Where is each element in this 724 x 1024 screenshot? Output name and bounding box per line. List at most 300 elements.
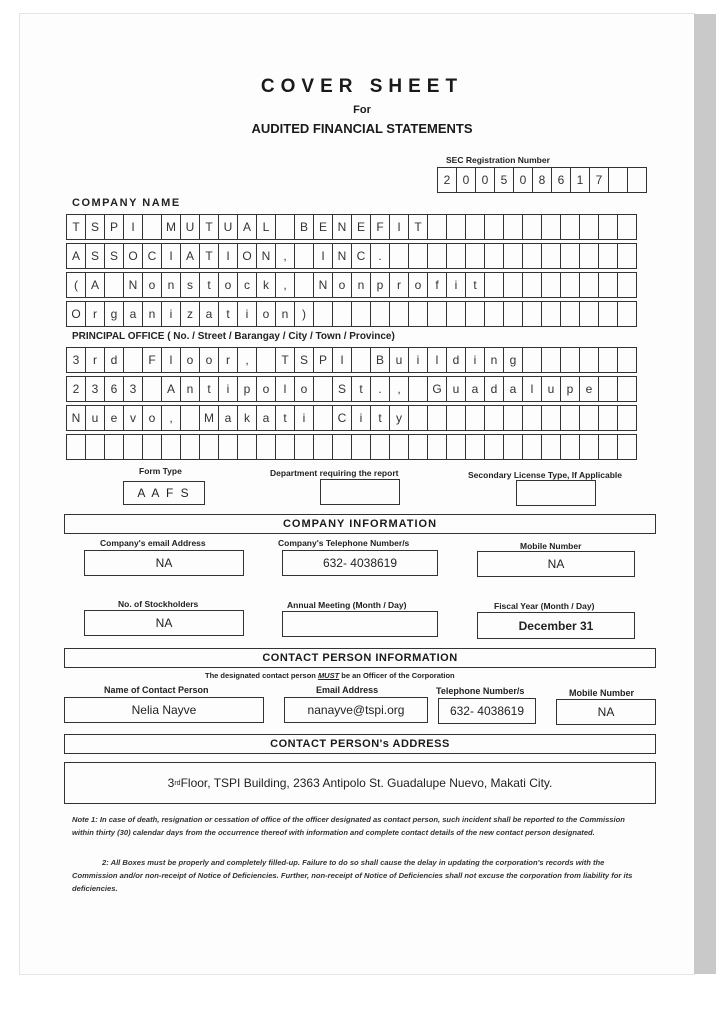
company-name-cell[interactable] <box>351 301 371 327</box>
principal-office-cell[interactable]: N <box>66 405 86 431</box>
address-floor-suffix: rd <box>174 779 181 787</box>
sec-digit-cell[interactable]: 8 <box>532 167 552 193</box>
principal-office-cell[interactable] <box>408 434 428 460</box>
principal-office-cell[interactable] <box>256 347 276 373</box>
company-name-row <box>66 214 636 240</box>
company-name-cell[interactable]: r <box>389 272 409 298</box>
company-name-cell[interactable]: I <box>123 214 143 240</box>
fiscal-year-label: Fiscal Year (Month / Day) <box>494 601 595 611</box>
company-name-cell[interactable]: i <box>446 272 466 298</box>
company-name-cell[interactable]: U <box>180 214 200 240</box>
company-name-cell[interactable]: I <box>313 243 333 269</box>
principal-office-cell[interactable]: 3 <box>123 376 143 402</box>
company-name-cell[interactable] <box>560 214 580 240</box>
sec-digit-cell[interactable]: 6 <box>551 167 571 193</box>
principal-office-cell[interactable] <box>446 405 466 431</box>
fiscal-year-field[interactable]: December 31 <box>477 612 635 639</box>
company-name-cell[interactable]: N <box>123 272 143 298</box>
principal-office-cell[interactable]: p <box>237 376 257 402</box>
department-label: Department requiring the report <box>270 468 399 478</box>
company-name-cell[interactable]: p <box>370 272 390 298</box>
company-name-cell[interactable]: N <box>332 243 352 269</box>
principal-office-cell[interactable]: a <box>503 376 523 402</box>
company-name-cell[interactable] <box>446 243 466 269</box>
principal-office-row <box>66 347 636 373</box>
company-name-cell[interactable]: i <box>237 301 257 327</box>
sec-digit-cell[interactable] <box>608 167 628 193</box>
company-name-cell[interactable] <box>617 272 637 298</box>
company-name-cell[interactable]: n <box>161 272 181 298</box>
principal-office-cell[interactable]: I <box>332 347 352 373</box>
sec-digit-cell[interactable]: 5 <box>494 167 514 193</box>
company-name-cell[interactable]: A <box>66 243 86 269</box>
company-name-cell[interactable]: F <box>370 214 390 240</box>
principal-office-cell[interactable] <box>389 434 409 460</box>
principal-office-cell[interactable]: r <box>85 347 105 373</box>
contact-email-label: Email Address <box>316 685 379 695</box>
company-name-cell[interactable] <box>427 214 447 240</box>
principal-office-cell[interactable] <box>218 434 238 460</box>
company-name-cell[interactable]: S <box>85 243 105 269</box>
company-name-cell[interactable] <box>408 243 428 269</box>
principal-office-cell[interactable] <box>427 434 447 460</box>
company-name-cell[interactable] <box>579 272 599 298</box>
company-name-cell[interactable]: N <box>313 272 333 298</box>
principal-office-cell[interactable]: 3 <box>85 376 105 402</box>
principal-office-cell[interactable] <box>598 347 618 373</box>
contact-mobile-field[interactable]: NA <box>556 699 656 725</box>
principal-office-cell[interactable] <box>104 434 124 460</box>
company-name-cell[interactable]: i <box>161 301 181 327</box>
company-name-cell[interactable]: n <box>351 272 371 298</box>
annual-meeting-field[interactable] <box>282 611 438 637</box>
principal-office-cell[interactable]: i <box>465 347 485 373</box>
stockholders-field[interactable]: NA <box>84 610 244 636</box>
contact-name-field[interactable]: Nelia Nayve <box>64 697 264 723</box>
principal-office-cell[interactable] <box>161 434 181 460</box>
sec-digit-cell[interactable]: 0 <box>475 167 495 193</box>
principal-office-cell[interactable]: e <box>104 405 124 431</box>
company-name-cell[interactable]: f <box>427 272 447 298</box>
principal-office-cell[interactable]: 6 <box>104 376 124 402</box>
company-name-cell[interactable] <box>522 243 542 269</box>
company-name-cell[interactable] <box>541 243 561 269</box>
company-name-cell[interactable] <box>389 243 409 269</box>
company-name-cell[interactable]: I <box>161 243 181 269</box>
company-name-cell[interactable] <box>484 272 504 298</box>
secondary-license-field[interactable] <box>516 480 596 506</box>
stockholders-label: No. of Stockholders <box>118 599 199 609</box>
company-name-cell[interactable]: T <box>199 214 219 240</box>
company-name-cell[interactable]: o <box>256 301 276 327</box>
principal-office-cell[interactable] <box>142 434 162 460</box>
company-name-cell[interactable]: T <box>66 214 86 240</box>
company-name-cell[interactable] <box>142 214 162 240</box>
company-name-cell[interactable] <box>598 243 618 269</box>
principal-office-cell[interactable]: M <box>199 405 219 431</box>
company-name-cell[interactable]: N <box>256 243 276 269</box>
company-name-cell[interactable]: M <box>161 214 181 240</box>
principal-office-cell[interactable] <box>370 434 390 460</box>
company-name-cell[interactable]: N <box>332 214 352 240</box>
principal-office-cell[interactable]: i <box>351 405 371 431</box>
company-name-cell[interactable]: s <box>180 272 200 298</box>
principal-office-cell[interactable]: e <box>579 376 599 402</box>
principal-office-cell[interactable]: p <box>560 376 580 402</box>
company-name-cell[interactable]: g <box>104 301 124 327</box>
company-name-cell[interactable] <box>389 301 409 327</box>
principal-office-cell[interactable]: i <box>294 405 314 431</box>
company-name-label: COMPANY NAME <box>72 197 181 209</box>
principal-office-cell[interactable]: . <box>370 376 390 402</box>
company-name-cell[interactable] <box>427 301 447 327</box>
principal-office-cell[interactable] <box>598 405 618 431</box>
company-phone-label: Company's Telephone Number/s <box>278 538 410 548</box>
principal-office-cell[interactable]: l <box>522 376 542 402</box>
company-name-cell[interactable]: t <box>199 272 219 298</box>
principal-office-cell[interactable]: , <box>161 405 181 431</box>
company-name-cell[interactable] <box>617 301 637 327</box>
company-name-cell[interactable]: a <box>199 301 219 327</box>
principal-office-cell[interactable]: d <box>484 376 504 402</box>
principal-office-cell[interactable] <box>598 376 618 402</box>
sec-digit-cell[interactable]: 0 <box>513 167 533 193</box>
company-name-cell[interactable] <box>446 301 466 327</box>
company-name-cell[interactable] <box>598 272 618 298</box>
form-type-field[interactable]: A A F S <box>123 481 205 505</box>
principal-office-cell[interactable] <box>503 405 523 431</box>
principal-office-cell[interactable] <box>66 434 86 460</box>
principal-office-cell[interactable] <box>522 434 542 460</box>
principal-office-cell[interactable] <box>560 405 580 431</box>
principal-office-cell[interactable]: t <box>199 376 219 402</box>
company-phone-field[interactable]: 632- 4038619 <box>282 550 438 576</box>
contact-mobile-label: Mobile Number <box>569 688 635 698</box>
sec-digit-cell[interactable]: 2 <box>437 167 457 193</box>
sec-registration-label: SEC Registration Number <box>446 155 550 165</box>
company-name-cell[interactable]: , <box>275 272 295 298</box>
principal-office-cell[interactable] <box>180 434 200 460</box>
principal-office-cell[interactable]: v <box>123 405 143 431</box>
company-name-cell[interactable]: U <box>218 214 238 240</box>
principal-office-cell[interactable] <box>617 405 637 431</box>
company-name-cell[interactable] <box>484 301 504 327</box>
cover-sheet-title: COVER SHEET <box>260 76 464 97</box>
principal-office-cell[interactable]: a <box>256 405 276 431</box>
company-name-cell[interactable] <box>617 214 637 240</box>
company-name-cell[interactable]: I <box>389 214 409 240</box>
principal-office-cell[interactable]: k <box>237 405 257 431</box>
principal-office-cell[interactable] <box>332 434 352 460</box>
principal-office-cell[interactable]: C <box>332 405 352 431</box>
company-name-cell[interactable]: O <box>123 243 143 269</box>
principal-office-cell[interactable] <box>465 434 485 460</box>
company-name-cell[interactable] <box>446 214 466 240</box>
company-information-banner: COMPANY INFORMATION <box>64 514 656 534</box>
company-name-cell[interactable]: A <box>180 243 200 269</box>
company-name-cell[interactable]: A <box>85 272 105 298</box>
principal-office-cell[interactable]: o <box>180 347 200 373</box>
company-name-cell[interactable] <box>465 243 485 269</box>
sec-digit-cell[interactable]: 1 <box>570 167 590 193</box>
company-name-cell[interactable] <box>503 243 523 269</box>
principal-office-cell[interactable] <box>408 405 428 431</box>
principal-office-cell[interactable]: S <box>332 376 352 402</box>
company-name-cell[interactable] <box>579 301 599 327</box>
principal-office-label: PRINCIPAL OFFICE ( No. / Street / Barangay / City / Town / Province) <box>72 331 395 342</box>
company-name-cell[interactable] <box>617 243 637 269</box>
principal-office-cell[interactable]: , <box>237 347 257 373</box>
company-name-cell[interactable]: a <box>123 301 143 327</box>
company-name-cell[interactable] <box>522 301 542 327</box>
principal-office-cell[interactable] <box>199 434 219 460</box>
company-name-cell[interactable] <box>408 301 428 327</box>
principal-office-cell[interactable]: y <box>389 405 409 431</box>
company-name-cell[interactable] <box>484 214 504 240</box>
principal-office-cell[interactable] <box>541 347 561 373</box>
sec-digit-cell[interactable]: 7 <box>589 167 609 193</box>
secondary-license-label: Secondary License Type, If Applicable <box>468 470 622 480</box>
company-name-row <box>66 272 636 298</box>
company-name-cell[interactable]: E <box>313 214 333 240</box>
principal-office-row <box>66 376 636 402</box>
company-name-cell[interactable]: T <box>199 243 219 269</box>
principal-office-cell[interactable] <box>427 405 447 431</box>
company-email-field[interactable]: NA <box>84 550 244 576</box>
company-name-cell[interactable] <box>465 301 485 327</box>
principal-office-cell[interactable]: l <box>427 347 447 373</box>
company-name-cell[interactable] <box>104 272 124 298</box>
principal-office-cell[interactable] <box>142 376 162 402</box>
company-name-cell[interactable] <box>332 301 352 327</box>
principal-office-cell[interactable]: F <box>142 347 162 373</box>
principal-office-cell[interactable] <box>256 434 276 460</box>
company-name-cell[interactable]: ) <box>294 301 314 327</box>
company-name-cell[interactable]: O <box>237 243 257 269</box>
company-name-cell[interactable]: o <box>332 272 352 298</box>
principal-office-cell[interactable] <box>85 434 105 460</box>
principal-office-cell[interactable] <box>408 376 428 402</box>
company-name-cell[interactable]: . <box>370 243 390 269</box>
company-name-cell[interactable] <box>522 272 542 298</box>
principal-office-cell[interactable]: t <box>370 405 390 431</box>
principal-office-cell[interactable]: t <box>275 405 295 431</box>
principal-office-cell[interactable]: o <box>256 376 276 402</box>
company-mobile-field[interactable]: NA <box>477 551 635 577</box>
company-name-cell[interactable] <box>541 214 561 240</box>
company-name-cell[interactable]: C <box>351 243 371 269</box>
sec-digit-cell[interactable] <box>627 167 647 193</box>
company-name-cell[interactable]: O <box>66 301 86 327</box>
company-name-cell[interactable]: o <box>142 272 162 298</box>
company-name-cell[interactable]: t <box>218 301 238 327</box>
principal-office-cell[interactable] <box>446 434 466 460</box>
principal-office-cell[interactable]: G <box>427 376 447 402</box>
principal-office-cell[interactable]: A <box>161 376 181 402</box>
department-field[interactable] <box>320 479 400 505</box>
principal-office-cell[interactable] <box>484 405 504 431</box>
contact-phone-label: Telephone Number/s <box>436 686 525 696</box>
principal-office-cell[interactable] <box>541 434 561 460</box>
principal-office-cell[interactable]: d <box>104 347 124 373</box>
company-name-cell[interactable] <box>579 214 599 240</box>
company-name-cell[interactable] <box>294 243 314 269</box>
company-name-cell[interactable] <box>484 243 504 269</box>
principal-office-cell[interactable]: u <box>389 347 409 373</box>
company-name-row <box>66 243 636 269</box>
contact-name-label: Name of Contact Person <box>104 685 209 695</box>
contact-person-note: The designated contact person MUST be an Officer of the Corporation <box>205 671 455 680</box>
contact-person-banner: CONTACT PERSON INFORMATION <box>64 648 656 668</box>
company-name-cell[interactable]: L <box>256 214 276 240</box>
company-name-cell[interactable] <box>370 301 390 327</box>
principal-office-cell[interactable]: o <box>199 347 219 373</box>
company-name-cell[interactable]: B <box>294 214 314 240</box>
company-name-cell[interactable] <box>522 214 542 240</box>
company-name-cell[interactable] <box>579 243 599 269</box>
note-1: Note 1: In case of death, resignation or cessation of office of the officer designated as contact person, such incident shall be reported to the Commission within thirty (30) calendar days from the occurrence thereof with information and complete contact details of the new contact person designated. <box>72 815 625 837</box>
sec-registration-grid <box>437 167 646 193</box>
company-name-cell[interactable] <box>427 243 447 269</box>
principal-office-row <box>66 405 636 431</box>
principal-office-cell[interactable]: S <box>294 347 314 373</box>
company-name-cell[interactable] <box>541 301 561 327</box>
company-name-cell[interactable]: E <box>351 214 371 240</box>
principal-office-cell[interactable] <box>617 376 637 402</box>
page-edge-shadow <box>694 14 716 974</box>
principal-office-cell[interactable]: T <box>275 347 295 373</box>
company-name-cell[interactable]: t <box>465 272 485 298</box>
company-name-cell[interactable]: , <box>275 243 295 269</box>
principal-office-cell[interactable]: a <box>465 376 485 402</box>
principal-office-cell[interactable]: u <box>446 376 466 402</box>
company-name-cell[interactable] <box>503 301 523 327</box>
company-name-cell[interactable]: S <box>85 214 105 240</box>
principal-office-cell[interactable] <box>351 434 371 460</box>
contact-email-field[interactable]: nanayve@tspi.org <box>284 697 428 723</box>
form-type-label: Form Type <box>139 466 182 476</box>
principal-office-cell[interactable] <box>560 434 580 460</box>
company-name-cell[interactable] <box>541 272 561 298</box>
company-name-cell[interactable] <box>503 272 523 298</box>
company-mobile-label: Mobile Number <box>520 541 582 551</box>
principal-office-cell[interactable]: i <box>408 347 428 373</box>
principal-office-row <box>66 434 636 460</box>
company-name-cell[interactable] <box>275 214 295 240</box>
principal-office-cell[interactable]: 3 <box>66 347 86 373</box>
principal-office-cell[interactable] <box>313 405 333 431</box>
sec-digit-cell[interactable]: 0 <box>456 167 476 193</box>
company-name-cell[interactable]: r <box>85 301 105 327</box>
principal-office-cell[interactable]: n <box>484 347 504 373</box>
company-name-cell[interactable]: n <box>275 301 295 327</box>
principal-office-cell[interactable]: n <box>180 376 200 402</box>
principal-office-cell[interactable] <box>275 434 295 460</box>
company-name-cell[interactable]: I <box>218 243 238 269</box>
principal-office-cell[interactable] <box>560 347 580 373</box>
company-name-cell[interactable] <box>465 214 485 240</box>
company-name-cell[interactable]: ( <box>66 272 86 298</box>
principal-office-cell[interactable]: g <box>503 347 523 373</box>
principal-office-cell[interactable] <box>598 434 618 460</box>
company-name-cell[interactable] <box>560 301 580 327</box>
annual-meeting-label: Annual Meeting (Month / Day) <box>287 600 407 610</box>
principal-office-cell[interactable]: i <box>218 376 238 402</box>
principal-office-cell[interactable] <box>313 434 333 460</box>
principal-office-cell[interactable] <box>484 434 504 460</box>
principal-office-cell[interactable]: o <box>294 376 314 402</box>
principal-office-cell[interactable] <box>541 405 561 431</box>
principal-office-cell[interactable] <box>503 434 523 460</box>
principal-office-cell[interactable] <box>579 347 599 373</box>
principal-office-cell[interactable] <box>123 434 143 460</box>
company-name-cell[interactable] <box>598 214 618 240</box>
company-name-cell[interactable]: P <box>104 214 124 240</box>
company-name-cell[interactable]: C <box>142 243 162 269</box>
company-name-cell[interactable]: o <box>218 272 238 298</box>
note-2: 2: All Boxes must be properly and completely filled-up. Failure to do so shall cause the delay in updating the corporation's records with the Commission and/or non-receipt of Notice of Deficiencies. Further, non-receipt of Notice of Deficiencies shall not excuse the corporation from liability for its deficiencies. <box>72 858 633 893</box>
principal-office-cell[interactable]: l <box>161 347 181 373</box>
address-floor-number: 3 <box>167 776 175 790</box>
company-name-cell[interactable]: n <box>142 301 162 327</box>
principal-office-cell[interactable] <box>351 347 371 373</box>
principal-office-cell[interactable]: t <box>351 376 371 402</box>
company-name-cell[interactable] <box>503 214 523 240</box>
principal-office-cell[interactable] <box>617 434 637 460</box>
principal-office-cell[interactable]: 2 <box>66 376 86 402</box>
principal-office-cell[interactable] <box>123 347 143 373</box>
principal-office-cell[interactable]: r <box>218 347 238 373</box>
contact-phone-field[interactable]: 632- 4038619 <box>438 698 536 724</box>
principal-office-cell[interactable]: B <box>370 347 390 373</box>
principal-office-cell[interactable] <box>313 376 333 402</box>
principal-office-cell[interactable] <box>617 347 637 373</box>
principal-office-cell[interactable] <box>579 434 599 460</box>
principal-office-cell[interactable]: u <box>541 376 561 402</box>
principal-office-cell[interactable] <box>522 405 542 431</box>
company-name-cell[interactable]: k <box>256 272 276 298</box>
contact-address-field[interactable] <box>64 762 656 804</box>
company-name-cell[interactable] <box>294 272 314 298</box>
company-name-cell[interactable]: S <box>104 243 124 269</box>
principal-office-cell[interactable]: l <box>275 376 295 402</box>
company-name-cell[interactable] <box>313 301 333 327</box>
principal-office-cell[interactable]: o <box>142 405 162 431</box>
company-name-cell[interactable] <box>560 243 580 269</box>
company-name-cell[interactable]: T <box>408 214 428 240</box>
company-name-cell[interactable]: o <box>408 272 428 298</box>
principal-office-cell[interactable] <box>180 405 200 431</box>
principal-office-cell[interactable] <box>294 434 314 460</box>
company-name-cell[interactable]: z <box>180 301 200 327</box>
principal-office-cell[interactable]: u <box>85 405 105 431</box>
principal-office-cell[interactable]: d <box>446 347 466 373</box>
principal-office-cell[interactable] <box>579 405 599 431</box>
principal-office-cell[interactable]: , <box>389 376 409 402</box>
principal-office-cell[interactable]: a <box>218 405 238 431</box>
principal-office-cell[interactable] <box>522 347 542 373</box>
address-text: Floor, TSPI Building, 2363 Antipolo St. Guadalupe Nuevo, Makati City. <box>180 776 553 790</box>
principal-office-cell[interactable] <box>237 434 257 460</box>
company-name-cell[interactable] <box>560 272 580 298</box>
company-name-cell[interactable] <box>598 301 618 327</box>
company-name-cell[interactable]: A <box>237 214 257 240</box>
principal-office-cell[interactable]: P <box>313 347 333 373</box>
principal-office-cell[interactable] <box>465 405 485 431</box>
company-name-row <box>66 301 636 327</box>
company-name-cell[interactable]: c <box>237 272 257 298</box>
document-subtitle: AUDITED FINANCIAL STATEMENTS <box>251 121 473 136</box>
